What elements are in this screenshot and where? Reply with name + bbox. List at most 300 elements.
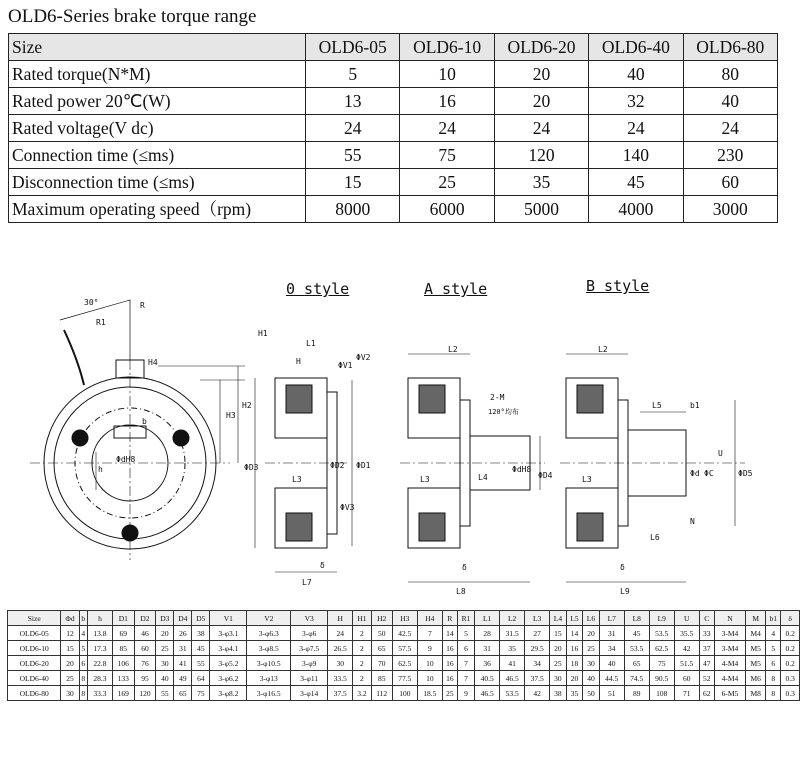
dims-cell: 20 — [61, 656, 79, 671]
angle-guides — [60, 300, 130, 360]
spec-row — [9, 142, 778, 169]
dims-cell: 2 — [353, 641, 371, 656]
dims-cell: 31.5 — [500, 626, 525, 641]
spec-cell: 24 — [589, 115, 683, 142]
dims-row — [8, 656, 800, 671]
spec-cell: 140 — [589, 142, 683, 169]
dims-cell: 42 — [674, 641, 699, 656]
a-l3-label: L3 — [420, 475, 430, 484]
dims-cell: 44.5 — [599, 671, 624, 686]
dims-cell: 60 — [674, 671, 699, 686]
dims-cell: 3-φ11 — [291, 671, 328, 686]
spec-cell: 5000 — [494, 196, 588, 223]
spec-row-label: Rated torque(N*M) — [9, 61, 306, 88]
dims-cell: 31 — [174, 641, 192, 656]
dims-cell: 85 — [112, 641, 134, 656]
dims-header-cell: D5 — [192, 611, 210, 626]
dims-cell: 3-φ8.5 — [247, 641, 291, 656]
spec-row — [9, 88, 778, 115]
dims-cell: 60 — [134, 641, 156, 656]
dims-cell: 9 — [417, 641, 442, 656]
b-lower-coil — [577, 513, 603, 541]
dims-cell: 16 — [442, 671, 457, 686]
v3-label: ΦV3 — [340, 503, 355, 512]
dims-cell: 7 — [417, 626, 442, 641]
a-style-labels — [420, 345, 553, 596]
dims-cell: 0.2 — [781, 626, 800, 641]
dims-cell: 53.5 — [649, 626, 674, 641]
dims-row — [8, 686, 800, 701]
dims-header-cell: h — [87, 611, 112, 626]
dims-cell: M5 — [746, 656, 766, 671]
dims-cell: 69 — [112, 626, 134, 641]
o-style-section — [255, 378, 352, 572]
dims-header-cell: H4 — [417, 611, 442, 626]
dims-header-cell: D2 — [134, 611, 156, 626]
dims-cell: 100 — [392, 686, 417, 701]
dims-cell: 62 — [699, 686, 714, 701]
spec-row — [9, 169, 778, 196]
v2-label: ΦV2 — [356, 353, 371, 362]
dims-header-cell: L8 — [624, 611, 649, 626]
spec-cell: 24 — [400, 115, 494, 142]
dims-cell: 6-M5 — [714, 686, 745, 701]
dims-cell: 25 — [156, 641, 174, 656]
dims-cell: 17.3 — [87, 641, 112, 656]
dims-cell: 3-φ6.3 — [247, 626, 291, 641]
dims-cell: 27 — [525, 626, 550, 641]
spec-cell: 20 — [494, 88, 588, 115]
spec-cell: 24 — [494, 115, 588, 142]
h3-label: H3 — [226, 411, 236, 420]
dims-header-cell: D4 — [174, 611, 192, 626]
dims-cell: 20 — [550, 641, 567, 656]
spec-cell: 20 — [494, 61, 588, 88]
dims-cell: 25 — [583, 641, 600, 656]
spec-cell: 15 — [306, 169, 400, 196]
dims-header-cell: L5 — [566, 611, 583, 626]
l3-label: L3 — [292, 475, 302, 484]
dims-header-cell: L3 — [525, 611, 550, 626]
dims-cell: 10 — [417, 656, 442, 671]
spec-row — [9, 115, 778, 142]
dims-cell: 51.5 — [674, 656, 699, 671]
spec-header-cell: OLD6-40 — [589, 34, 683, 61]
pattern-label: 120°均布 — [488, 408, 519, 416]
dims-header-cell: b1 — [766, 611, 781, 626]
dims-cell: 64 — [192, 671, 210, 686]
dims-cell: 26 — [174, 626, 192, 641]
dims-header-cell: V3 — [291, 611, 328, 626]
dims-cell: 90.5 — [649, 671, 674, 686]
dims-cell: 46.5 — [475, 686, 500, 701]
dims-row — [8, 641, 800, 656]
dims-cell: 3-φ3.1 — [210, 626, 247, 641]
dims-cell: 13.8 — [87, 626, 112, 641]
dims-cell: 3-φ4.1 — [210, 641, 247, 656]
dims-cell: 133 — [112, 671, 134, 686]
dims-cell: 62.5 — [649, 641, 674, 656]
dims-cell: 22.8 — [87, 656, 112, 671]
b-style-title: B style — [586, 277, 650, 295]
dims-header-cell: V2 — [247, 611, 291, 626]
spec-header-cell: Size — [9, 34, 306, 61]
spec-cell: 32 — [589, 88, 683, 115]
a-style-title: A style — [424, 280, 488, 298]
a-delta-label: δ — [462, 563, 467, 572]
l2-label: L2 — [448, 345, 458, 354]
d-label: Φd — [690, 469, 700, 478]
dims-cell: 47 — [699, 656, 714, 671]
dims-cell: 40.5 — [475, 671, 500, 686]
dims-cell: 15 — [550, 626, 567, 641]
dims-cell: 42.5 — [392, 626, 417, 641]
dims-cell: 51 — [599, 686, 624, 701]
d4-label: ΦD4 — [538, 471, 553, 480]
l7-label: L7 — [302, 578, 312, 587]
dims-cell: 33.3 — [87, 686, 112, 701]
spec-row-label: Rated power 20℃(W) — [9, 88, 306, 115]
mounting-hole — [72, 430, 88, 446]
spec-row-label: Maximum operating speed（rpm) — [9, 196, 306, 223]
spec-cell: 80 — [683, 61, 777, 88]
dims-cell: 34 — [599, 641, 624, 656]
dims-cell: 70 — [371, 656, 392, 671]
dims-cell: 35.5 — [674, 626, 699, 641]
spec-table — [8, 33, 778, 223]
dims-cell: 15 — [61, 641, 79, 656]
dims-cell: 18 — [566, 656, 583, 671]
dims-cell: 85 — [371, 671, 392, 686]
dims-cell: 3-φ7.5 — [291, 641, 328, 656]
dims-cell: OLD6-05 — [8, 626, 61, 641]
dims-cell: 25 — [550, 656, 567, 671]
dims-cell: 108 — [649, 686, 674, 701]
mounting-hole — [173, 430, 189, 446]
spec-cell: 75 — [400, 142, 494, 169]
dims-cell: 2 — [353, 656, 371, 671]
u-label: U — [718, 449, 723, 458]
dims-cell: 5 — [766, 641, 781, 656]
dims-cell: 89 — [624, 686, 649, 701]
h2-label: H2 — [242, 401, 252, 410]
dims-cell: 5 — [79, 641, 87, 656]
dims-header-cell: L9 — [649, 611, 674, 626]
dims-cell: 35 — [566, 686, 583, 701]
spec-row — [9, 196, 778, 223]
dims-cell: 20 — [156, 626, 174, 641]
dims-cell: 31 — [475, 641, 500, 656]
dims-cell: 6 — [79, 656, 87, 671]
dims-cell: 65 — [174, 686, 192, 701]
dims-cell: 50 — [371, 626, 392, 641]
spec-cell: 230 — [683, 142, 777, 169]
dims-cell: 0.2 — [781, 641, 800, 656]
dims-cell: 3-φ14 — [291, 686, 328, 701]
m-label: 2-M — [490, 393, 505, 402]
o-upper-coil — [286, 385, 312, 413]
hh-label: H — [296, 357, 301, 366]
dims-header-cell: H3 — [392, 611, 417, 626]
dims-cell: 20 — [583, 626, 600, 641]
dims-cell: 7 — [457, 656, 474, 671]
dims-cell: 46 — [134, 626, 156, 641]
spec-row-label: Connection time (≤ms) — [9, 142, 306, 169]
dims-row — [8, 626, 800, 641]
dims-header-cell: N — [714, 611, 745, 626]
dims-cell: 65 — [371, 641, 392, 656]
dims-cell: 71 — [674, 686, 699, 701]
dimensions-table — [7, 610, 800, 701]
dims-cell: 77.5 — [392, 671, 417, 686]
l6-label: L6 — [650, 533, 660, 542]
dims-cell: 3-M4 — [714, 626, 745, 641]
spec-row-label: Disconnection time (≤ms) — [9, 169, 306, 196]
v1-label: ΦV1 — [338, 361, 353, 370]
spec-cell: 40 — [683, 88, 777, 115]
dims-cell: M5 — [746, 641, 766, 656]
dims-cell: 26.5 — [328, 641, 353, 656]
spec-cell: 60 — [683, 169, 777, 196]
spec-cell: 25 — [400, 169, 494, 196]
dims-header-cell: D3 — [156, 611, 174, 626]
dims-cell: 5 — [457, 626, 474, 641]
dims-header-cell: M — [746, 611, 766, 626]
spec-cell: 35 — [494, 169, 588, 196]
dims-cell: 2 — [353, 671, 371, 686]
lead-wire — [64, 330, 84, 385]
d1-label: ΦD1 — [356, 461, 371, 470]
spec-cell: 13 — [306, 88, 400, 115]
dims-cell: 2 — [353, 626, 371, 641]
dims-header-cell: R — [442, 611, 457, 626]
dims-header-cell: R1 — [457, 611, 474, 626]
dims-cell: 53.5 — [624, 641, 649, 656]
spec-cell: 120 — [494, 142, 588, 169]
dims-cell: 8 — [79, 686, 87, 701]
dims-cell: 16 — [442, 656, 457, 671]
dims-cell: 75 — [192, 686, 210, 701]
dims-cell: 3-φ10.5 — [247, 656, 291, 671]
r1-label: R1 — [96, 318, 106, 327]
front-view — [30, 300, 245, 560]
spec-header-cell: OLD6-10 — [400, 34, 494, 61]
dims-cell: 50 — [583, 686, 600, 701]
dims-cell: 8 — [766, 686, 781, 701]
dims-cell: 38 — [192, 626, 210, 641]
spec-cell: 8000 — [306, 196, 400, 223]
spec-header-cell: OLD6-20 — [494, 34, 588, 61]
dims-cell: OLD6-80 — [8, 686, 61, 701]
dims-cell: 106 — [112, 656, 134, 671]
dims-cell: 8 — [766, 671, 781, 686]
spec-cell: 24 — [306, 115, 400, 142]
dims-cell: 41 — [500, 656, 525, 671]
dims-cell: 55 — [192, 656, 210, 671]
dims-cell: 4 — [766, 626, 781, 641]
c-label: ΦC — [704, 469, 714, 478]
dims-cell: 169 — [112, 686, 134, 701]
o-lower-coil — [286, 513, 312, 541]
delta-label: δ — [320, 561, 325, 570]
dims-cell: 0.2 — [781, 656, 800, 671]
bore-label: ΦdH8 — [116, 455, 136, 464]
dims-cell: 3-φ6.2 — [210, 671, 247, 686]
spec-cell: 24 — [683, 115, 777, 142]
dims-cell: 4-M4 — [714, 671, 745, 686]
spec-header-row — [9, 34, 778, 61]
spec-cell: 3000 — [683, 196, 777, 223]
spec-cell: 4000 — [589, 196, 683, 223]
b-style-section — [560, 354, 745, 582]
d3-label: ΦD3 — [244, 463, 259, 472]
dims-cell: 25 — [61, 671, 79, 686]
spec-cell: 16 — [400, 88, 494, 115]
dims-cell: 14 — [442, 626, 457, 641]
dims-cell: 75 — [649, 656, 674, 671]
angle-label: 30° — [84, 298, 99, 307]
dims-cell: 53.5 — [500, 686, 525, 701]
dims-header-cell: H — [328, 611, 353, 626]
dims-cell: 112 — [371, 686, 392, 701]
dims-header-cell: L7 — [599, 611, 624, 626]
l5-label: L5 — [652, 401, 662, 410]
dims-cell: 30 — [156, 656, 174, 671]
dims-header-cell: L2 — [500, 611, 525, 626]
dims-cell: 49 — [174, 671, 192, 686]
dims-cell: 8 — [79, 671, 87, 686]
dims-cell: 3.2 — [353, 686, 371, 701]
dims-cell: 9 — [457, 686, 474, 701]
spec-cell: 40 — [589, 61, 683, 88]
o-style-title: 0 style — [286, 280, 350, 298]
l1-label: L1 — [306, 339, 316, 348]
dims-row — [8, 671, 800, 686]
dims-cell: 30 — [550, 671, 567, 686]
l9-label: L9 — [620, 587, 630, 596]
dims-cell: 33.5 — [328, 671, 353, 686]
dims-cell: 3-φ5.2 — [210, 656, 247, 671]
dims-cell: 28 — [475, 626, 500, 641]
dims-cell: 4 — [79, 626, 87, 641]
dims-header-cell: L4 — [550, 611, 567, 626]
dims-cell: OLD6-20 — [8, 656, 61, 671]
dims-cell: 37.5 — [525, 671, 550, 686]
h-label: h — [98, 465, 103, 474]
b1-label: b1 — [690, 401, 700, 410]
l4-label: L4 — [478, 473, 488, 482]
dims-cell: 95 — [134, 671, 156, 686]
dims-header-cell: V1 — [210, 611, 247, 626]
dims-header-cell: U — [674, 611, 699, 626]
dims-cell: 45 — [192, 641, 210, 656]
dims-cell: 46.5 — [500, 671, 525, 686]
dims-cell: 12 — [61, 626, 79, 641]
dims-cell: 30 — [328, 656, 353, 671]
dims-cell: 3-φ16.5 — [247, 686, 291, 701]
d5-label: ΦD5 — [738, 469, 753, 478]
dims-cell: 35 — [500, 641, 525, 656]
dims-cell: 18.5 — [417, 686, 442, 701]
dims-cell: 6 — [457, 641, 474, 656]
dims-cell: M6 — [746, 671, 766, 686]
dims-cell: 25 — [442, 686, 457, 701]
dims-cell: 0.3 — [781, 671, 800, 686]
dims-cell: 16 — [442, 641, 457, 656]
dims-cell: 0.3 — [781, 686, 800, 701]
dims-cell: 120 — [134, 686, 156, 701]
dims-header-cell: H1 — [353, 611, 371, 626]
n-label: N — [690, 517, 695, 526]
dims-header-cell: Size — [8, 611, 61, 626]
dims-cell: 36 — [475, 656, 500, 671]
technical-drawing — [0, 270, 800, 600]
dims-header-cell: δ — [781, 611, 800, 626]
dims-cell: 14 — [566, 626, 583, 641]
dims-header-row — [8, 611, 800, 626]
dims-cell: 57.5 — [392, 641, 417, 656]
spec-cell: 5 — [306, 61, 400, 88]
l8-label: L8 — [456, 587, 466, 596]
dims-cell: M4 — [746, 626, 766, 641]
dims-cell: 30 — [61, 686, 79, 701]
dims-header-cell: b — [79, 611, 87, 626]
spec-row — [9, 61, 778, 88]
dims-cell: 3-M4 — [714, 641, 745, 656]
a-upper-coil — [419, 385, 445, 413]
h1-label: H1 — [258, 329, 268, 338]
dims-cell: 30 — [583, 656, 600, 671]
dims-cell: 31 — [599, 626, 624, 641]
dims-header-cell: H2 — [371, 611, 392, 626]
dims-cell: 7 — [457, 671, 474, 686]
b-l3-label: L3 — [582, 475, 592, 484]
page-title: OLD6-Series brake torque range — [8, 6, 257, 27]
a-lower-coil — [419, 513, 445, 541]
spec-row-label: Rated voltage(V dc) — [9, 115, 306, 142]
dims-cell: 52 — [699, 671, 714, 686]
dims-cell: 40 — [599, 656, 624, 671]
dims-header-cell: L1 — [475, 611, 500, 626]
b-upper-coil — [577, 385, 603, 413]
b-delta-label: δ — [620, 563, 625, 572]
spec-cell: 55 — [306, 142, 400, 169]
b-label: b — [142, 417, 147, 426]
dims-cell: 10 — [417, 671, 442, 686]
dims-header-cell: D1 — [112, 611, 134, 626]
b-style-labels — [582, 345, 753, 596]
b-l2-label: L2 — [598, 345, 608, 354]
dims-cell: OLD6-10 — [8, 641, 61, 656]
dims-cell: M8 — [746, 686, 766, 701]
dims-cell: 3-φ9 — [291, 656, 328, 671]
dims-cell: 42 — [525, 686, 550, 701]
dims-cell: 33 — [699, 626, 714, 641]
spec-header-cell: OLD6-80 — [683, 34, 777, 61]
dims-cell: 45 — [624, 626, 649, 641]
spec-cell: 6000 — [400, 196, 494, 223]
dims-cell: 76 — [134, 656, 156, 671]
dims-cell: 40 — [583, 671, 600, 686]
h4-label: H4 — [148, 358, 158, 367]
dims-cell: 20 — [566, 671, 583, 686]
dims-cell: 3-φ6 — [291, 626, 328, 641]
dims-cell: 40 — [156, 671, 174, 686]
spec-cell: 45 — [589, 169, 683, 196]
dims-cell: 6 — [766, 656, 781, 671]
dims-cell: 29.5 — [525, 641, 550, 656]
dims-cell: 16 — [566, 641, 583, 656]
